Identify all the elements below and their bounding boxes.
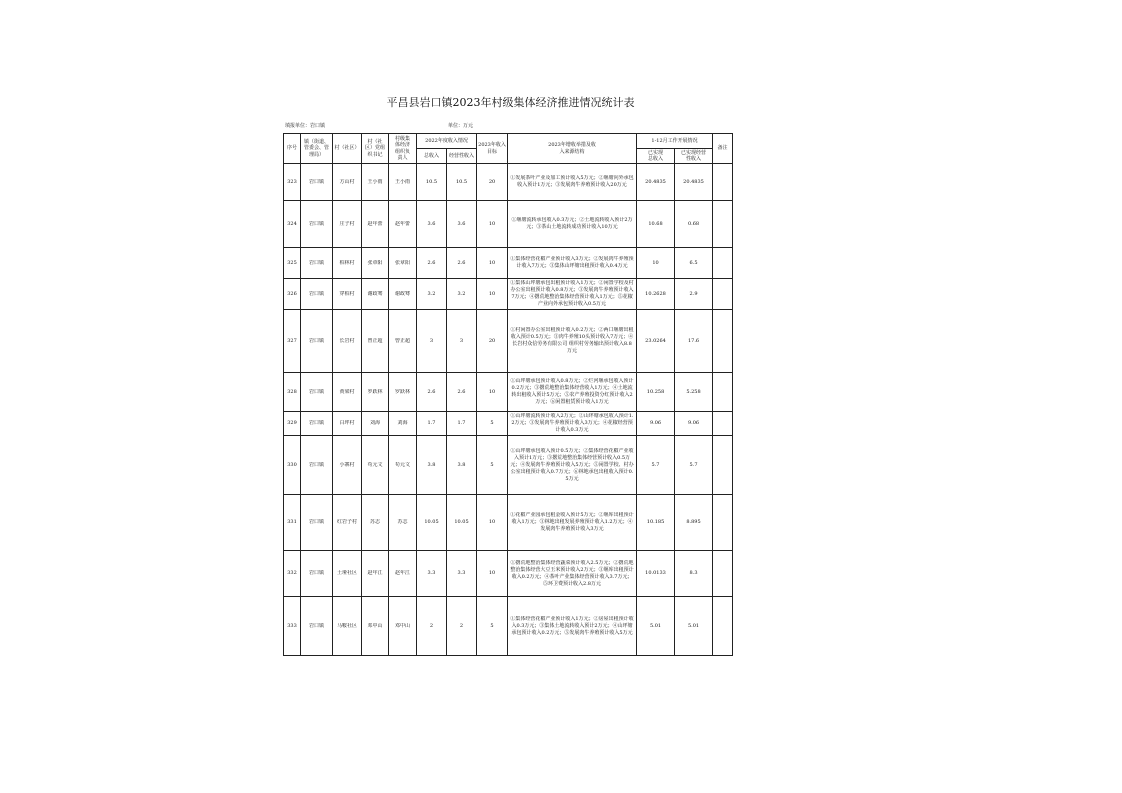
table-header	[284, 134, 733, 164]
cell-row-number-text: 330	[287, 461, 297, 468]
cell-remarks	[713, 310, 733, 373]
cell-org-leader	[389, 310, 417, 373]
cell-achieved-operating-text: 8.3	[689, 570, 698, 577]
cell-remarks	[713, 551, 733, 597]
cell-achieved-total	[637, 597, 675, 656]
cell-row-number	[284, 310, 301, 373]
cell-org-leader	[389, 495, 417, 551]
unit-label: 单位：万元	[448, 123, 474, 129]
table-row	[284, 373, 733, 412]
cell-row-number-text: 331	[287, 519, 297, 526]
cell-achieved-operating	[675, 201, 713, 248]
header-remarks: 备注	[713, 134, 733, 164]
cell-remarks	[713, 597, 733, 656]
cell-operating-income-2022-text: 3.3	[457, 570, 466, 577]
cell-target-2023	[477, 436, 508, 495]
cell-target-2023-text: 10	[488, 388, 496, 395]
cell-target-2023-text: 20	[488, 337, 496, 344]
cell-target-2023-text: 5	[490, 461, 494, 468]
cell-org-leader-text: 赵年蕾	[394, 220, 410, 227]
cell-party-secretary-text: 邓中山	[367, 622, 383, 629]
cell-org-leader-text: 邓中山	[394, 622, 410, 629]
header-income-2022: 2022年度收入情况	[417, 134, 477, 149]
cell-measures-2023	[508, 164, 637, 201]
cell-org-leader	[389, 412, 417, 436]
cell-row-number-text: 325	[287, 259, 297, 266]
cell-operating-income-2022	[447, 412, 477, 436]
cell-org-leader	[389, 597, 417, 656]
cell-village	[333, 436, 362, 495]
cell-achieved-operating-text: 17.6	[687, 337, 700, 344]
cell-total-income-2022-text: 2.6	[427, 259, 436, 266]
cell-achieved-total	[637, 279, 675, 310]
cell-party-secretary-text: 赵年江	[367, 570, 383, 577]
cell-total-income-2022	[417, 551, 447, 597]
table-row	[284, 164, 733, 201]
cell-measures-2023-text: ①山坪塘流转预计收入2万元；②山坪塘承包收入预计1.2万元；③发展肉牛养殖预计收入3万元；④花椒经营预计收入0.3万元	[510, 413, 634, 433]
cell-target-2023-text: 10	[488, 570, 496, 577]
document-title: 平昌县岩口镇2023年村级集体经济推进情况统计表	[386, 96, 635, 109]
cell-remarks	[713, 279, 733, 310]
cell-operating-income-2022-text: 3.8	[457, 461, 466, 468]
cell-town-text: 岩口镇	[308, 461, 324, 468]
cell-achieved-operating	[675, 495, 713, 551]
cell-remarks	[713, 164, 733, 201]
cell-row-number-text: 329	[287, 420, 297, 427]
cell-village	[333, 495, 362, 551]
cell-measures-2023	[508, 551, 637, 597]
cell-operating-income-2022	[447, 248, 477, 279]
cell-party-secretary-text: 苏志	[369, 519, 380, 526]
table-row	[284, 436, 733, 495]
cell-achieved-total-text: 23.0264	[645, 337, 666, 344]
cell-target-2023	[477, 310, 508, 373]
cell-achieved-operating	[675, 310, 713, 373]
cell-measures-2023-text: ①撂荒地整治集体经营蔬菜预计收入2.5万元；②撂荒地整治集体经营大豆玉米预计收入2万元；③堰库出租预计收入0.2万元；④茶叶产业集体经营预计收入3.7万元；⑤环卫费预计收入2.8万元	[510, 559, 634, 587]
cell-party-secretary-text: 王小雨	[367, 178, 383, 185]
cell-row-number-text: 328	[287, 388, 297, 395]
table-row	[284, 248, 733, 279]
cell-total-income-2022-text: 2.6	[427, 388, 436, 395]
cell-target-2023-text: 10	[488, 259, 496, 266]
cell-operating-income-2022	[447, 436, 477, 495]
cell-target-2023-text: 10	[488, 220, 496, 227]
cell-party-secretary	[362, 164, 389, 201]
cell-town-text: 岩口镇	[308, 388, 324, 395]
cell-achieved-total-text: 5.01	[649, 622, 662, 629]
cell-measures-2023	[508, 412, 637, 436]
cell-party-secretary-text: 张章阳	[367, 259, 383, 266]
cell-achieved-operating-text: 9.06	[687, 420, 700, 427]
stats-table	[283, 133, 733, 656]
cell-party-secretary-text: 刘海	[369, 420, 380, 427]
cell-achieved-total-text: 10.68	[648, 220, 663, 227]
cell-total-income-2022	[417, 412, 447, 436]
cell-operating-income-2022	[447, 495, 477, 551]
cell-town-text: 岩口镇	[308, 622, 324, 629]
cell-operating-income-2022	[447, 279, 477, 310]
cell-party-secretary	[362, 279, 389, 310]
cell-achieved-operating	[675, 412, 713, 436]
cell-party-secretary-text: 曾正超	[367, 337, 383, 344]
cell-party-secretary-text: 赵年蕾	[367, 220, 383, 227]
cell-town-text: 岩口镇	[308, 178, 324, 185]
cell-total-income-2022	[417, 310, 447, 373]
cell-org-leader	[389, 279, 417, 310]
cell-total-income-2022-text: 3.6	[427, 220, 436, 227]
table-row	[284, 412, 733, 436]
cell-org-leader-text: 苟元文	[394, 461, 410, 468]
cell-total-income-2022	[417, 495, 447, 551]
cell-achieved-operating-text: 5.258	[686, 388, 701, 395]
cell-village-text: 白坪村	[339, 420, 355, 427]
cell-target-2023-text: 20	[488, 178, 496, 185]
cell-party-secretary-text: 苟元文	[367, 461, 383, 468]
cell-town	[301, 597, 333, 656]
cell-achieved-total-text: 10.2628	[645, 290, 666, 297]
cell-village-text: 长岩村	[339, 337, 355, 344]
cell-row-number	[284, 597, 301, 656]
header-measures-2023: 2023年增收举措及收入来源结构	[508, 134, 637, 164]
cell-party-secretary	[362, 436, 389, 495]
cell-target-2023	[477, 164, 508, 201]
cell-achieved-total	[637, 373, 675, 412]
header-village: 村（社区）	[333, 134, 362, 164]
cell-village	[333, 597, 362, 656]
cell-town	[301, 310, 333, 373]
table-row	[284, 201, 733, 248]
cell-row-number-text: 327	[287, 337, 297, 344]
cell-row-number	[284, 495, 301, 551]
cell-measures-2023	[508, 495, 637, 551]
cell-achieved-total	[637, 201, 675, 248]
cell-village-text: 穿柏村	[339, 290, 355, 297]
cell-measures-2023	[508, 310, 637, 373]
cell-achieved-operating	[675, 248, 713, 279]
cell-measures-2023-text: ①堰塘流转承包收入0.3万元；②土地流转收入预计2万元；③茶山土地流转成功预计收入10万元	[511, 217, 633, 230]
cell-party-secretary	[362, 597, 389, 656]
cell-village	[333, 551, 362, 597]
cell-org-leader-text: 赵年江	[394, 570, 410, 577]
cell-remarks	[713, 495, 733, 551]
cell-village-text: 小寨村	[339, 461, 355, 468]
cell-village	[333, 248, 362, 279]
header-progress: 1-12月工作开展情况	[637, 134, 713, 149]
cell-org-leader	[389, 436, 417, 495]
cell-operating-income-2022	[447, 373, 477, 412]
cell-total-income-2022-text: 2	[429, 622, 434, 629]
cell-operating-income-2022	[447, 551, 477, 597]
cell-total-income-2022-text: 10.5	[425, 178, 438, 185]
cell-row-number	[284, 373, 301, 412]
cell-achieved-total-text: 10.185	[646, 519, 665, 526]
cell-measures-2023-text: ①花椒产业园承包租金收入预计5万元；②堰库出租预计收入1万元；③林地出租发展养殖预计收入1.2万元；④发展肉牛养殖预计收入3万元	[510, 512, 634, 532]
cell-town	[301, 551, 333, 597]
cell-target-2023	[477, 201, 508, 248]
cell-party-secretary-text: 罗跃林	[367, 388, 383, 395]
cell-operating-income-2022	[447, 201, 477, 248]
header-leader: 村级集体经济组织负责人	[389, 134, 417, 164]
cell-achieved-operating-text: 20.4835	[683, 178, 704, 185]
cell-measures-2023	[508, 279, 637, 310]
cell-total-income-2022-text: 3.3	[427, 570, 436, 577]
table-row	[284, 551, 733, 597]
cell-org-leader-text: 罗跃林	[394, 388, 410, 395]
cell-town	[301, 412, 333, 436]
cell-achieved-total-text: 10.258	[646, 388, 665, 395]
cell-org-leader	[389, 551, 417, 597]
cell-operating-income-2022-text: 2	[459, 622, 464, 629]
cell-org-leader-text: 谢政骞	[394, 290, 410, 297]
cell-achieved-total	[637, 412, 675, 436]
cell-target-2023-text: 5	[490, 420, 494, 427]
cell-row-number	[284, 436, 301, 495]
cell-town-text: 岩口镇	[308, 570, 324, 577]
cell-village-text: 土垭社区	[336, 570, 357, 577]
cell-achieved-total	[637, 495, 675, 551]
cell-achieved-total	[637, 310, 675, 373]
cell-town-text: 岩口镇	[308, 420, 324, 427]
cell-village	[333, 164, 362, 201]
cell-party-secretary	[362, 201, 389, 248]
cell-town-text: 岩口镇	[308, 259, 324, 266]
cell-org-leader-text: 王小雨	[394, 178, 410, 185]
cell-operating-income-2022	[447, 164, 477, 201]
cell-achieved-total-text: 10	[652, 259, 659, 266]
cell-achieved-operating	[675, 164, 713, 201]
cell-village	[333, 279, 362, 310]
cell-org-leader	[389, 248, 417, 279]
cell-operating-income-2022	[447, 597, 477, 656]
cell-measures-2023-text: ①集体经营花椒产业预计收入1万元；②房屋出租预计收入0.3万元；③集体土地流转收入预计2万元；④山坪塘承包预计收入0.2万元；⑤发展肉牛养殖预计收入5万元	[510, 615, 634, 636]
table-body	[284, 164, 733, 656]
cell-remarks	[713, 373, 733, 412]
cell-village-text: 黄梁村	[339, 388, 355, 395]
cell-achieved-operating	[675, 551, 713, 597]
cell-town-text: 岩口镇	[308, 290, 324, 297]
cell-target-2023-text: 5	[490, 622, 494, 629]
cell-measures-2023-text: ①村闲置办公室出租预计收入0.2万元；②两口堰塘出租收入预计0.5万元；③肉牛养殖10头预计收入7万元；④长岩村众信劳务有限公司 组织村劳务输出预计收入8.8万元	[510, 327, 634, 354]
cell-party-secretary	[362, 248, 389, 279]
cell-target-2023	[477, 597, 508, 656]
cell-operating-income-2022-text: 10.05	[454, 519, 469, 526]
cell-target-2023	[477, 279, 508, 310]
cell-row-number	[284, 551, 301, 597]
cell-town	[301, 164, 333, 201]
cell-town-text: 岩口镇	[308, 337, 324, 344]
cell-row-number	[284, 164, 301, 201]
cell-achieved-operating-text: 0.68	[687, 220, 700, 227]
cell-total-income-2022	[417, 201, 447, 248]
table-row	[284, 495, 733, 551]
cell-town	[301, 436, 333, 495]
cell-achieved-total-text: 10.0133	[645, 570, 666, 577]
cell-achieved-total-text: 5.7	[651, 461, 660, 468]
cell-row-number	[284, 279, 301, 310]
cell-operating-income-2022-text: 3.2	[457, 290, 466, 297]
cell-remarks	[713, 412, 733, 436]
filler-unit-label: 填报单位：岩口镇	[285, 123, 326, 129]
cell-row-number-text: 324	[287, 220, 297, 227]
cell-village	[333, 201, 362, 248]
cell-total-income-2022	[417, 279, 447, 310]
table-row	[284, 279, 733, 310]
cell-achieved-operating-text: 6.5	[689, 259, 698, 266]
cell-village-text: 庄子村	[339, 220, 355, 227]
cell-achieved-total-text: 9.06	[649, 420, 662, 427]
cell-total-income-2022-text: 10.05	[424, 519, 439, 526]
cell-operating-income-2022-text: 3	[459, 337, 464, 344]
header-no: 序号	[284, 134, 301, 164]
cell-measures-2023-text: ①山坪塘承包预计收入0.8万元；②烂河堰承包收入预计0.2万元；③撂荒地整治集体经营收入1万元；④土地流转出租收入预计5万元；⑤农产养殖投资分红预计收入2万元；⑥闲置租赁预计收入1万元	[510, 378, 634, 405]
cell-achieved-operating-text: 8.895	[686, 519, 701, 526]
cell-total-income-2022	[417, 248, 447, 279]
cell-measures-2023-text: ①集体经营花椒产业预计收入3万元；②发展肉牛养殖预计收入7万元；③集体山坪塘出租预计收入0.4万元	[510, 256, 634, 269]
cell-achieved-operating-text: 5.01	[687, 622, 700, 629]
cell-total-income-2022-text: 3.8	[427, 461, 436, 468]
cell-achieved-total	[637, 551, 675, 597]
cell-operating-income-2022	[447, 310, 477, 373]
cell-total-income-2022	[417, 164, 447, 201]
cell-achieved-total-text: 20.4835	[645, 178, 666, 185]
cell-achieved-operating	[675, 597, 713, 656]
cell-operating-income-2022-text: 2.6	[457, 388, 466, 395]
cell-target-2023-text: 10	[488, 519, 496, 526]
cell-party-secretary-text: 谢政骞	[367, 290, 383, 297]
cell-measures-2023	[508, 248, 637, 279]
cell-target-2023	[477, 248, 508, 279]
cell-village-text: 柏林村	[339, 259, 355, 266]
cell-total-income-2022-text: 3	[429, 337, 434, 344]
cell-target-2023	[477, 412, 508, 436]
cell-achieved-operating	[675, 436, 713, 495]
cell-remarks	[713, 436, 733, 495]
cell-org-leader	[389, 373, 417, 412]
cell-town-text: 岩口镇	[308, 220, 324, 227]
cell-town	[301, 201, 333, 248]
cell-row-number-text: 326	[287, 290, 297, 297]
cell-total-income-2022-text: 3.2	[427, 290, 436, 297]
cell-row-number-text: 323	[287, 178, 297, 185]
header-achieved-operating: 已实现经营性收入	[675, 149, 713, 164]
cell-achieved-operating	[675, 373, 713, 412]
cell-town	[301, 279, 333, 310]
cell-total-income-2022	[417, 597, 447, 656]
cell-measures-2023-text: ①发展茶叶产业及加工预计收入5万元；②堰塘向外承包收入预计1万元；③发展肉牛养殖预计收入20万元	[510, 175, 634, 188]
cell-village-text: 马鞍社区	[336, 622, 357, 629]
cell-measures-2023-text: ①山坪塘承包收入预计0.5万元；②集体经营花椒产业收入预计1万元；③撂荒地整治集体经营预计收入0.5万元；④发展肉牛养殖预计收入5万元；⑤闲置学校、村办公室出租预计收入0.7万元；⑥林地承包出租收入预计0.5万元	[510, 447, 634, 482]
cell-total-income-2022	[417, 436, 447, 495]
cell-row-number-text: 332	[287, 570, 297, 577]
cell-operating-income-2022-text: 2.6	[457, 259, 466, 266]
header-secretary: 村（社区）党组织书记	[362, 134, 389, 164]
cell-row-number-text: 333	[287, 622, 297, 629]
cell-party-secretary	[362, 551, 389, 597]
cell-village	[333, 412, 362, 436]
cell-achieved-operating-text: 5.7	[689, 461, 698, 468]
cell-row-number	[284, 412, 301, 436]
cell-measures-2023	[508, 201, 637, 248]
cell-operating-income-2022-text: 3.6	[457, 220, 466, 227]
cell-achieved-operating	[675, 279, 713, 310]
cell-total-income-2022	[417, 373, 447, 412]
cell-operating-income-2022-text: 10.5	[455, 178, 468, 185]
cell-village	[333, 310, 362, 373]
header-operating-income: 经营性收入	[447, 149, 477, 164]
cell-org-leader-text: 刘海	[397, 420, 408, 427]
cell-org-leader-text: 苏志	[397, 519, 408, 526]
cell-org-leader-text: 曾正超	[394, 337, 410, 344]
cell-town	[301, 248, 333, 279]
cell-village	[333, 373, 362, 412]
cell-remarks	[713, 201, 733, 248]
header-total-income: 总收入	[417, 149, 447, 164]
header-target-2023: 2023年收入目标	[477, 134, 508, 164]
cell-target-2023-text: 10	[488, 290, 496, 297]
cell-party-secretary	[362, 412, 389, 436]
table-row	[284, 310, 733, 373]
cell-total-income-2022-text: 1.7	[427, 420, 436, 427]
cell-measures-2023	[508, 373, 637, 412]
cell-town	[301, 373, 333, 412]
cell-town	[301, 495, 333, 551]
header-achieved-total: 已实现总收入	[637, 149, 675, 164]
cell-target-2023	[477, 495, 508, 551]
cell-achieved-total	[637, 248, 675, 279]
cell-target-2023	[477, 373, 508, 412]
header-town: 镇（街道、管委会、管理局）	[301, 134, 333, 164]
cell-achieved-total	[637, 164, 675, 201]
cell-remarks	[713, 248, 733, 279]
cell-measures-2023	[508, 597, 637, 656]
cell-measures-2023-text: ①集体山坪塘承包出租预计收入1万元；②闲置学校及村办公室出租预计收入0.8万元；③发展肉牛养殖预计收入7万元；④撂荒地整治集体经营预计收入1万元；⑤花椒产业向外承包预计收入0.5万元	[510, 280, 634, 307]
cell-org-leader	[389, 201, 417, 248]
cell-measures-2023	[508, 436, 637, 495]
cell-row-number	[284, 201, 301, 248]
cell-org-leader	[389, 164, 417, 201]
cell-town-text: 岩口镇	[308, 519, 324, 526]
cell-operating-income-2022-text: 1.7	[457, 420, 466, 427]
cell-org-leader-text: 张章阳	[394, 259, 410, 266]
cell-achieved-operating-text: 2.9	[689, 290, 698, 297]
cell-party-secretary	[362, 373, 389, 412]
cell-party-secretary	[362, 495, 389, 551]
cell-village-text: 红岩子村	[336, 519, 357, 526]
cell-party-secretary	[362, 310, 389, 373]
cell-row-number	[284, 248, 301, 279]
table-row	[284, 597, 733, 656]
cell-achieved-total	[637, 436, 675, 495]
cell-village-text: 方山村	[339, 178, 355, 185]
cell-target-2023	[477, 551, 508, 597]
